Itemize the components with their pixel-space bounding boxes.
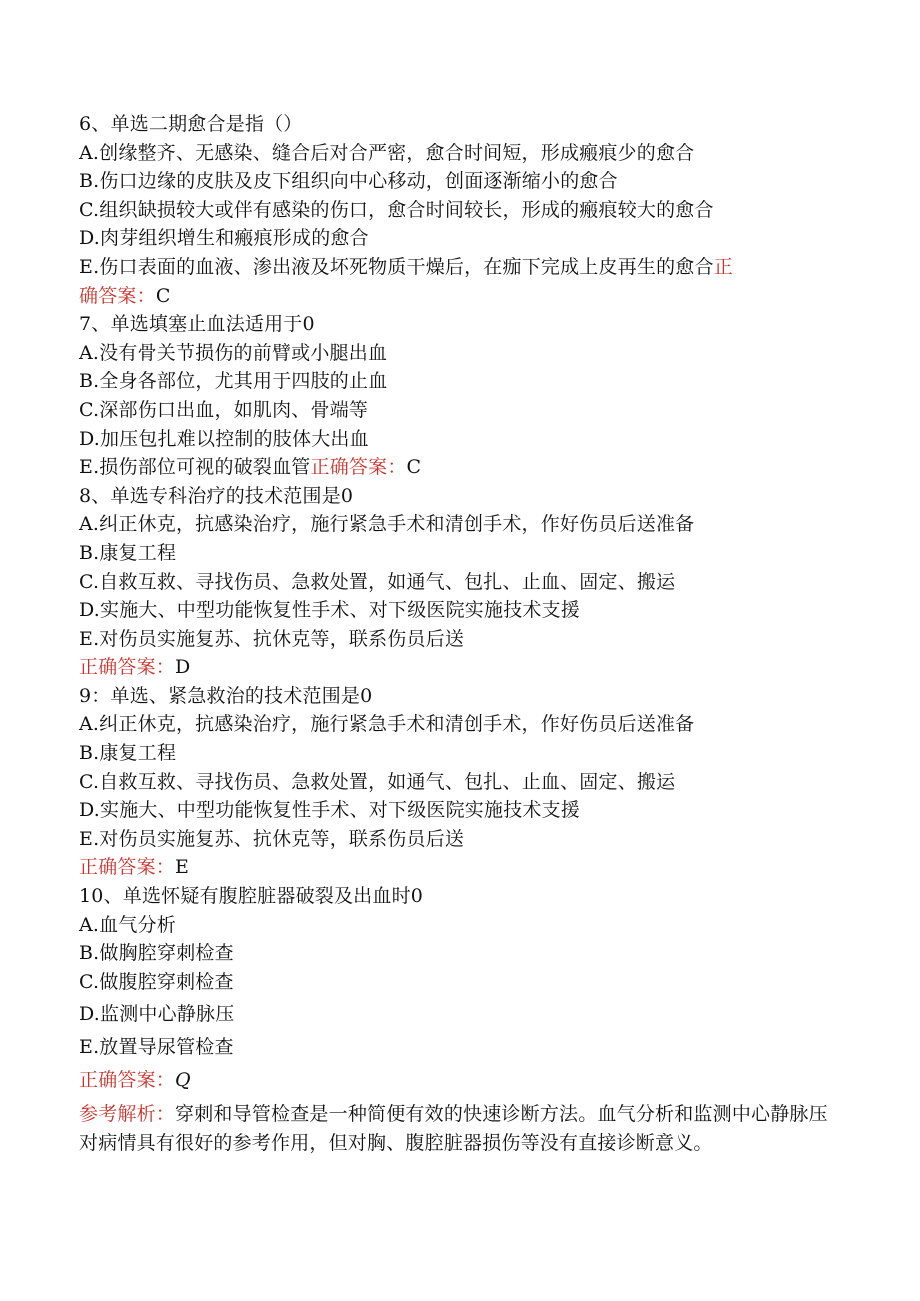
question-7-option-e: E.损伤部位可视的破裂血管 <box>79 456 311 479</box>
question-6-option-e-row <box>79 253 849 282</box>
question-7-stem: 7、单选填塞止血法适用于0 <box>79 313 315 336</box>
question-7-answer-label: 正确答案： <box>310 456 407 479</box>
question-7-option-c: C.深部伤口出血，如肌肉、骨端等 <box>79 398 369 421</box>
question-7-option-e-row <box>79 453 849 482</box>
question-6-answer-label-start: 正 <box>713 255 733 278</box>
question-8-answer: D <box>175 656 191 679</box>
question-7-option-a: A.没有骨关节损伤的前臂或小腿出血 <box>79 341 388 364</box>
question-9-option-c: C.自救互救、寻找伤员、急救处置，如通气、包扎、止血、固定、搬运 <box>79 770 676 793</box>
question-6-option-b: B.伤口边缘的皮肤及皮下组织向中心移动，创面逐渐缩小的愈合 <box>79 170 618 193</box>
question-10-answer-label: 正确答案： <box>79 1068 176 1091</box>
question-10-explanation-label: 参考解析： <box>79 1103 176 1126</box>
question-10-explanation <box>79 1100 844 1158</box>
question-10-option-e: E.放置导尿管检查 <box>79 1036 234 1058</box>
question-8-answer-label: 正确答案： <box>79 656 176 679</box>
question-7-answer: C <box>406 456 422 479</box>
question-6-option-d: D.肉芽组织增生和瘢痕形成的愈合 <box>79 227 369 250</box>
question-10-option-c: C.做腹腔穿刺检查 <box>79 970 234 993</box>
question-8-option-a: A.纠正休克，抗感染治疗，施行紧急手术和清创手术，作好伤员后送准备 <box>79 513 695 536</box>
question-10-option-d: D.监测中心静脉压 <box>79 1003 235 1026</box>
question-9-answer-row <box>79 853 849 882</box>
question-9-answer-label: 正确答案： <box>79 856 176 879</box>
question-6-option-a: A.创缘整齐、无感染、缝合后对合严密，愈合时间短，形成瘢痕少的愈合 <box>79 141 695 164</box>
document-page <box>79 110 849 1158</box>
question-6-answer-label-end: 确答案： <box>79 284 156 307</box>
question-7-option-d: D.加压包扎难以控制的肢体大出血 <box>79 427 369 450</box>
question-8-option-c: C.自救互救、寻找伤员、急救处置，如通气、包扎、止血、固定、搬运 <box>79 570 676 593</box>
question-9-option-b: B.康复工程 <box>79 742 177 765</box>
question-10-stem: 10、单选怀疑有腹腔脏器破裂及出血时0 <box>79 885 424 908</box>
question-7-option-b: B.全身各部位，尤其用于四肢的止血 <box>79 370 388 393</box>
question-8-option-b: B.康复工程 <box>79 541 177 564</box>
question-9-stem: 9：单选、紧急救治的技术范围是0 <box>79 684 373 707</box>
question-9-option-a: A.纠正休克，抗感染治疗，施行紧急手术和清创手术，作好伤员后送准备 <box>79 713 695 736</box>
question-8-answer-row <box>79 653 849 682</box>
question-10-explanation-text: 穿刺和导管检查是一种简便有效的快速诊断方法。血气分析和监测中心静脉压对病情具有很好的参考作用，但对胸、腹腔脏器损伤等没有直接诊断意义。 <box>79 1103 828 1155</box>
question-6-option-c: C.组织缺损较大或伴有感染的伤口，愈合时间较长，形成的瘢痕较大的愈合 <box>79 198 714 221</box>
question-9-option-e: E.对伤员实施复苏、抗休克等，联系伤员后送 <box>79 827 465 850</box>
question-6-answer: C <box>155 284 171 307</box>
question-8-option-e: E.对伤员实施复苏、抗休克等，联系伤员后送 <box>79 627 465 650</box>
question-6-answer-row <box>79 282 849 311</box>
question-10-option-b: B.做胸腔穿刺检查 <box>79 942 234 965</box>
question-10-option-a: A.血气分析 <box>79 913 176 936</box>
question-9-option-d: D.实施大、中型功能恢复性手术、对下级医院实施技术支援 <box>79 799 580 822</box>
question-9-answer: E <box>175 856 190 879</box>
question-10-answer: Q <box>175 1068 191 1091</box>
question-8-stem: 8、单选专科治疗的技术范围是0 <box>79 484 354 507</box>
question-6-option-e: E.伤口表面的血液、渗出液及坏死物质干燥后，在痂下完成上皮再生的愈合 <box>79 255 714 278</box>
question-8-option-d: D.实施大、中型功能恢复性手术、对下级医院实施技术支援 <box>79 599 580 622</box>
question-6-stem: 6、单选二期愈合是指（） <box>79 113 303 135</box>
question-10-answer-row <box>79 1066 849 1095</box>
